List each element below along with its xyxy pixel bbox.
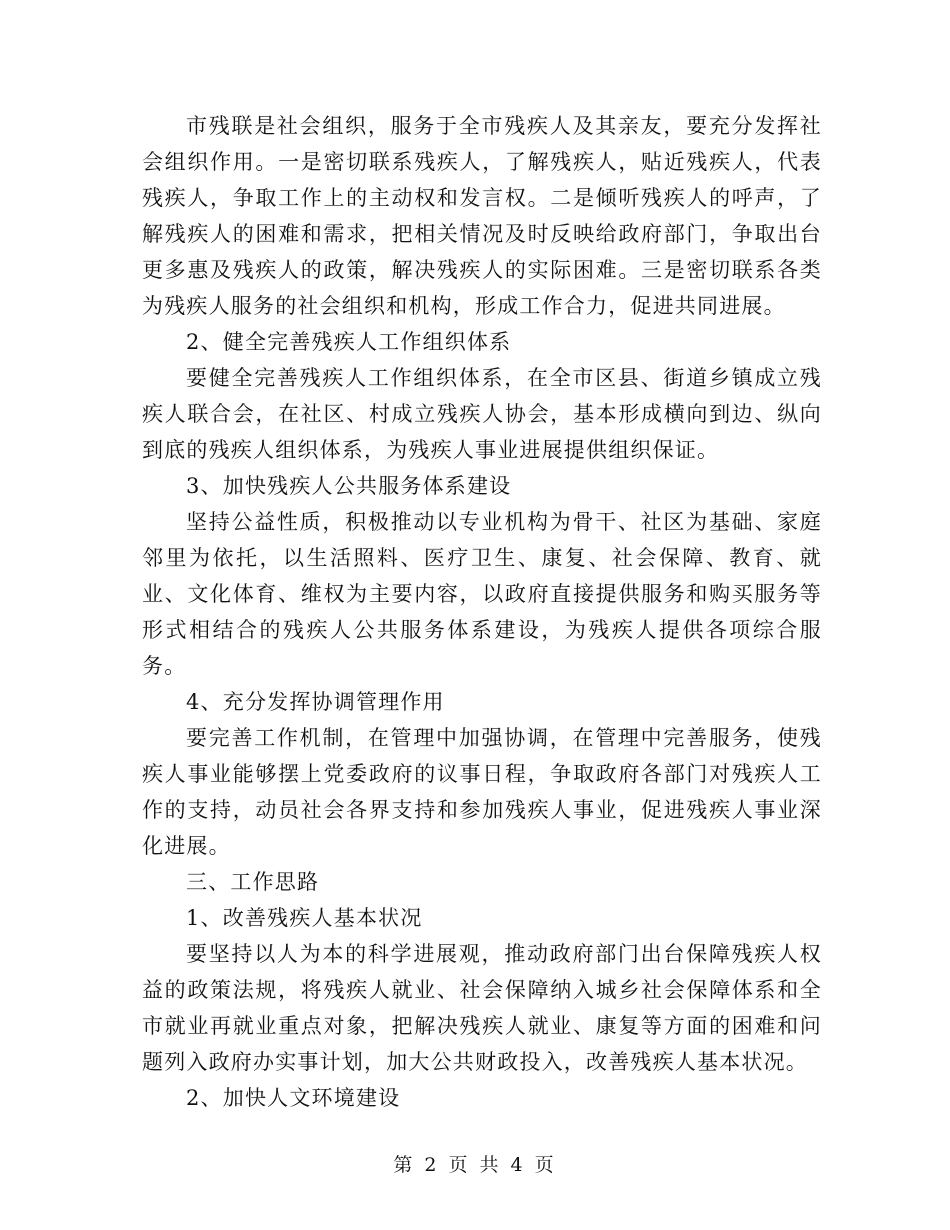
section-heading: 4、充分发挥协调管理作用 (186, 690, 445, 714)
chapter-heading: 三、工作思路 (186, 870, 320, 894)
section-heading: 2、加快人文环境建设 (186, 1086, 401, 1110)
section-heading: 2、健全完善残疾人工作组织体系 (186, 330, 512, 354)
section-heading: 3、加快残疾人公共服务体系建设 (186, 474, 512, 498)
document-body (142, 108, 822, 1116)
body-paragraph: 坚持公益性质，积极推动以专业机构为骨干、社区为基础、家庭邻里为依托，以生活照料、医疗卫生、康复、社会保障、教育、就业、文化体育、维权为主要内容，以政府直接提供服务和购买服务等形式相结合的残疾人公共服务体系建设，为残疾人提供各项综合服务。 (142, 510, 822, 678)
page-number-footer: 第 2 页 共 4 页 (393, 1154, 557, 1176)
body-paragraph: 市残联是社会组织，服务于全市残疾人及其亲友，要充分发挥社会组织作用。一是密切联系残疾人，了解残疾人，贴近残疾人，代表残疾人，争取工作上的主动权和发言权。二是倾听残疾人的呼声，了解残疾人的困难和需求，把相关情况及时反映给政府部门，争取出台更多惠及残疾人的政策，解决残疾人的实际困难。三是密切联系各类为残疾人服务的社会组织和机构，形成工作合力，促进共同进展。 (142, 114, 822, 318)
body-paragraph: 要完善工作机制，在管理中加强协调，在管理中完善服务，使残疾人事业能够摆上党委政府的议事日程，争取政府各部门对残疾人工作的支持，动员社会各界支持和参加残疾人事业，促进残疾人事业深化进展。 (142, 726, 822, 858)
body-paragraph: 要坚持以人为本的科学进展观，推动政府部门出台保障残疾人权益的政策法规，将残疾人就业、社会保障纳入城乡社会保障体系和全市就业再就业重点对象，把解决残疾人就业、康复等方面的困难和问题列入政府办实事计划，加大公共财政投入，改善残疾人基本状况。 (142, 942, 822, 1074)
section-heading: 1、改善残疾人基本状况 (186, 906, 423, 930)
body-paragraph: 要健全完善残疾人工作组织体系，在全市区县、街道乡镇成立残疾人联合会，在社区、村成立残疾人协会，基本形成横向到边、纵向到底的残疾人组织体系，为残疾人事业进展提供组织保证。 (142, 366, 822, 462)
